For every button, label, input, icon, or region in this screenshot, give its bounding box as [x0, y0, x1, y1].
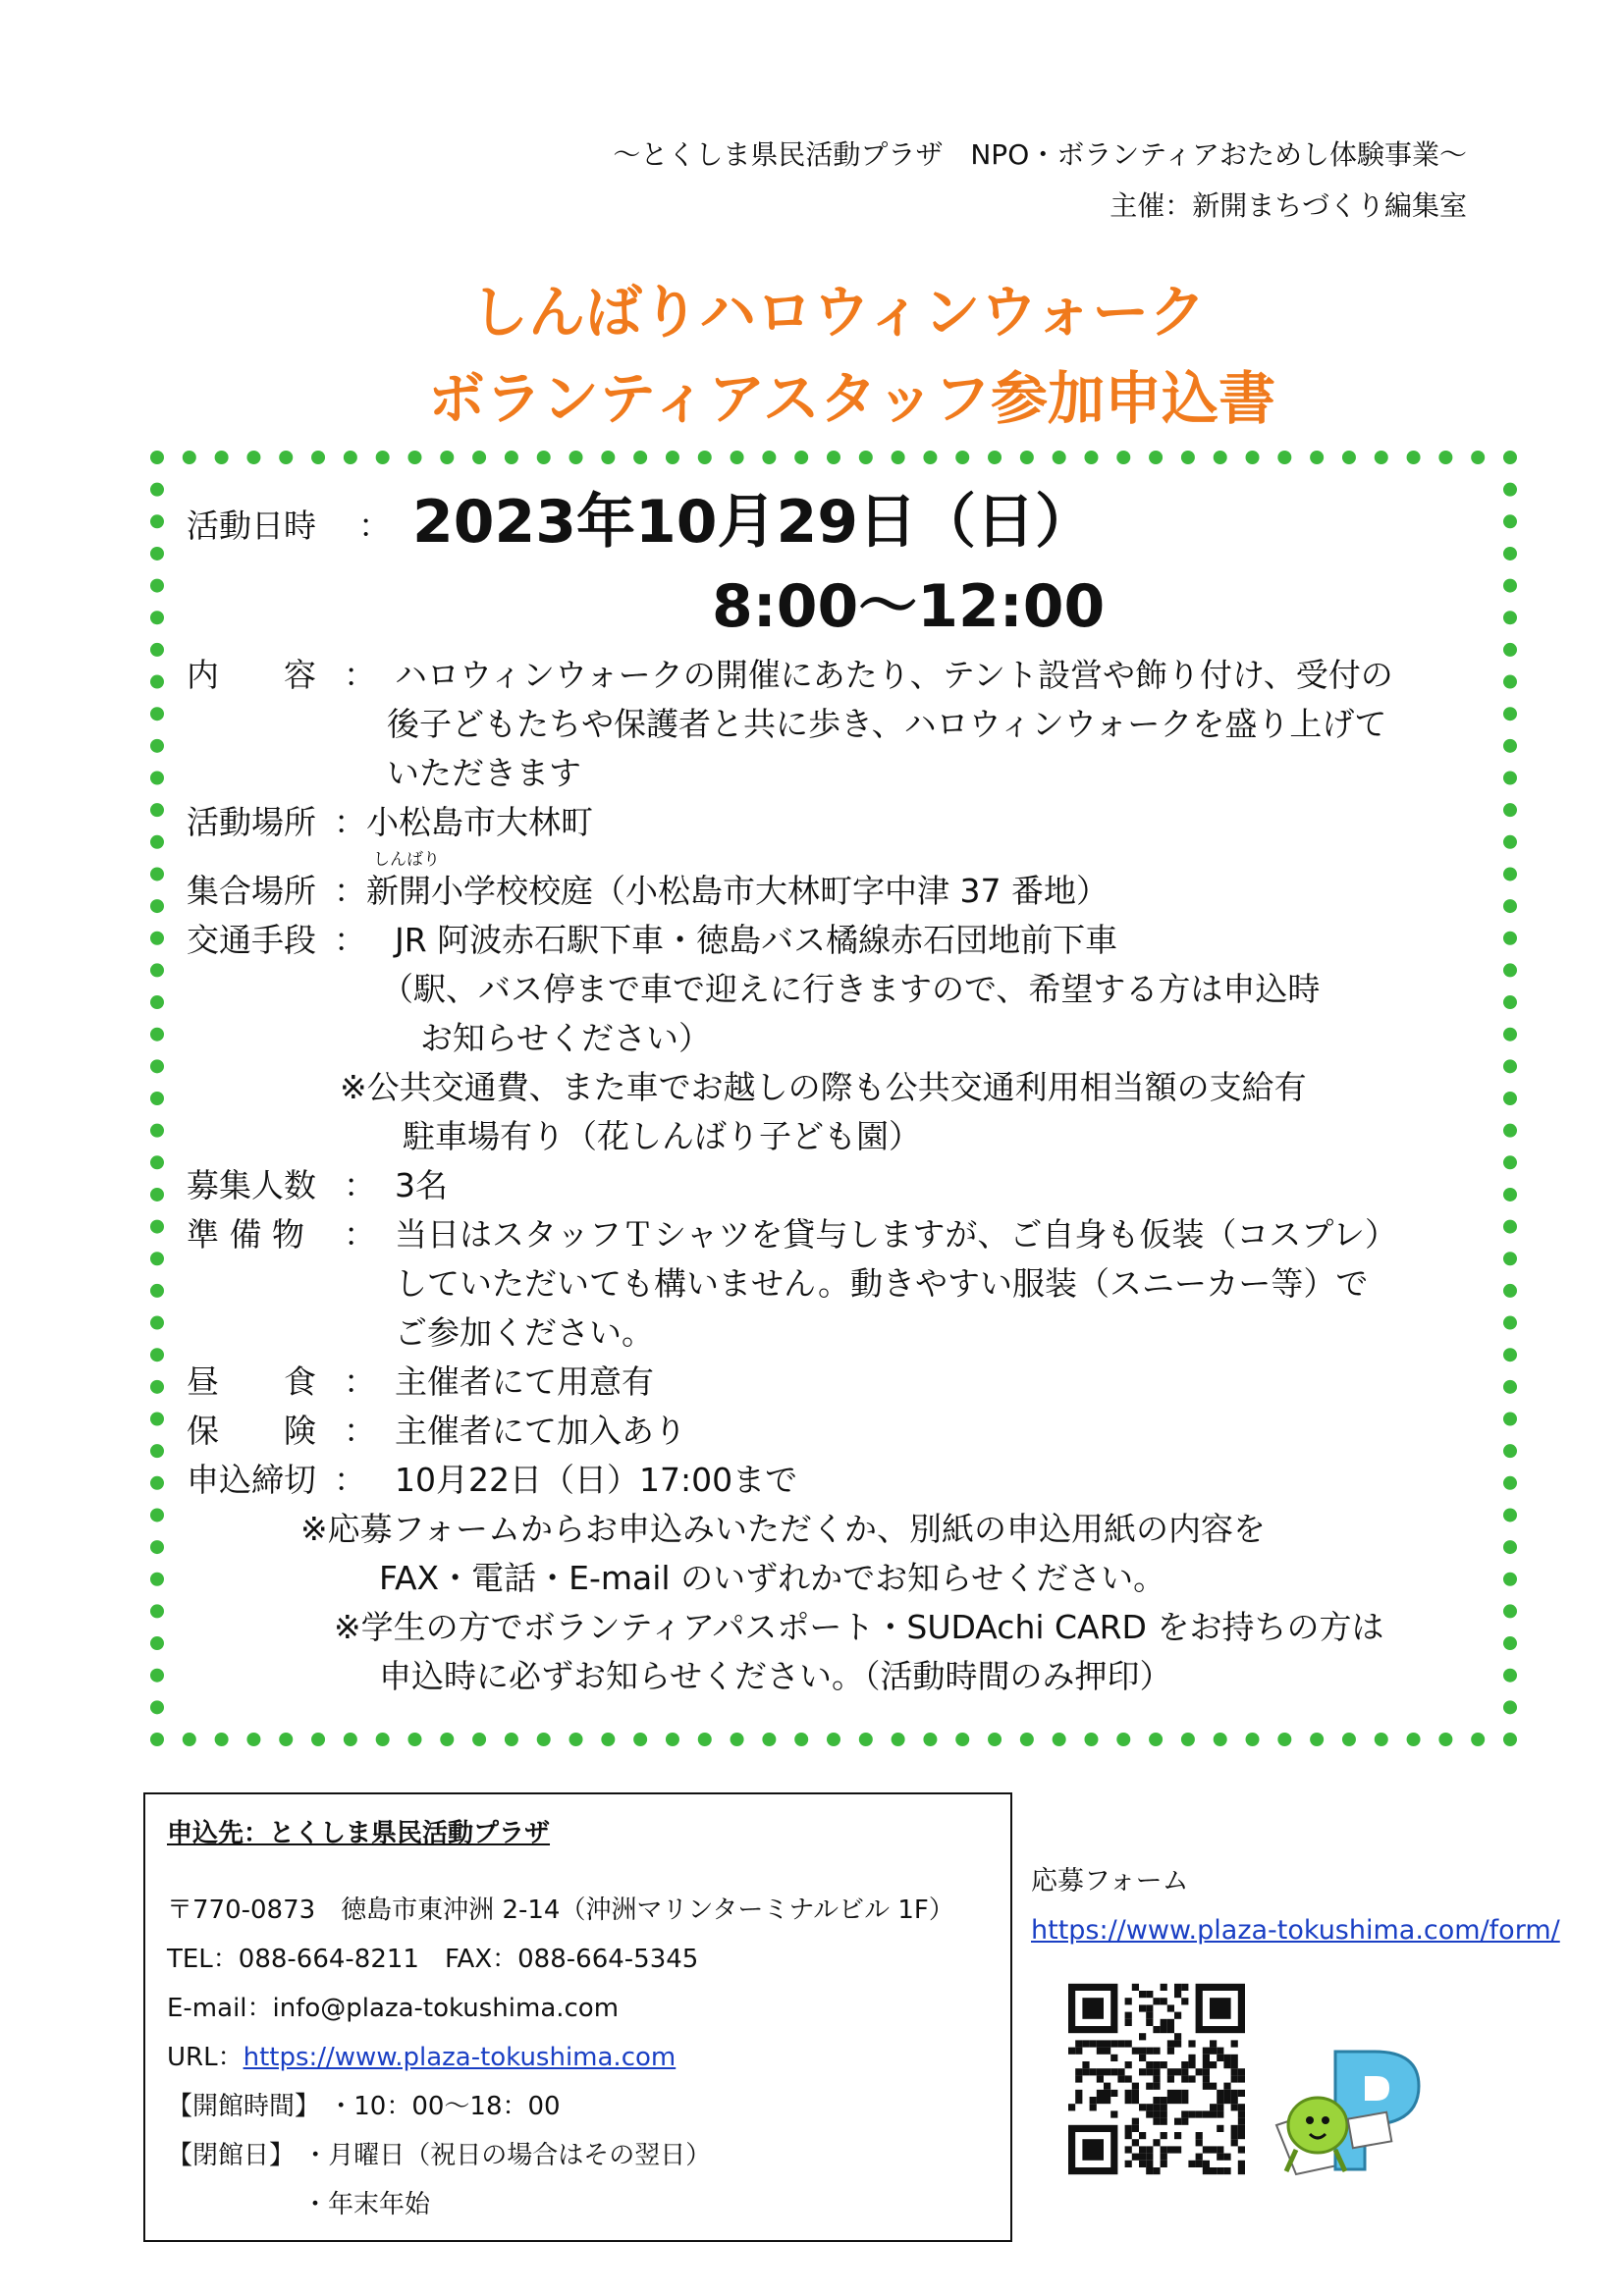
date-colon: ：	[358, 507, 391, 545]
transport-line-1: JR 阿波赤石駅下車・徳島バス橘線赤石団地前下車	[395, 921, 1118, 959]
meeting-ruby: しんばり	[373, 850, 440, 870]
contact-closed-days: 【閉館日】 ・月曜日（祝日の場合はその翌日）	[167, 2141, 712, 2170]
transport-line-3: お知らせください）	[420, 1019, 712, 1057]
deadline-colon: ：	[334, 1461, 366, 1499]
items-label: 準 備 物	[187, 1215, 304, 1254]
insurance-value: 主催者にて加入あり	[395, 1412, 686, 1450]
contact-address: 〒770-0873 徳島市東沖洲 2-14（沖洲マリンターミナルビル 1F）	[167, 1896, 954, 1925]
content-line-3: いただきます	[387, 754, 581, 792]
content-colon: ：	[344, 656, 376, 694]
lunch-label: 昼 食	[187, 1362, 316, 1401]
items-line-3: ご参加ください。	[395, 1313, 654, 1352]
transport-line-2: （駅、バス停まで車で迎えに行きますので、希望する方は申込時	[381, 970, 1321, 1008]
header-line-1: ～とくしま県民活動プラザ NPO・ボランティアおためし体験事業～	[613, 138, 1467, 171]
insurance-label: 保 険	[187, 1412, 316, 1450]
transport-colon: ：	[334, 921, 366, 959]
date-label: 活動日時	[187, 507, 316, 545]
recruit-colon: ：	[344, 1166, 376, 1204]
items-line-1: 当日はスタッフＴシャツを貸与しますが、ご自身も仮装（コスプレ）	[395, 1215, 1398, 1254]
contact-box	[143, 1792, 1012, 2242]
content-line-2: 後子どもたちや保護者と共に歩き、ハロウィンウォークを盛り上げて	[387, 705, 1387, 743]
place-value: ：小松島市大林町	[334, 803, 593, 841]
contact-url-row	[167, 2042, 676, 2073]
meeting-label: 集合場所	[187, 872, 316, 910]
event-time: 8:00～12:00	[712, 572, 1106, 641]
title-line-2: ボランティアスタッフ参加申込書	[428, 365, 1276, 432]
header-organizer: 主催：新開まちづくり編集室	[1110, 189, 1467, 222]
contact-email: E-mail：info@plaza-tokushima.com	[167, 1994, 620, 2023]
lunch-colon: ：	[344, 1362, 376, 1401]
deadline-note-1: ※応募フォームからお申込みいただくか、別紙の申込用紙の内容を	[300, 1510, 1267, 1548]
form-url-link[interactable]: https://www.plaza-tokushima.com/form/	[1031, 1915, 1560, 1946]
deadline-note-2: FAX・電話・E-mail のいずれかでお知らせください。	[379, 1559, 1166, 1597]
items-colon: ：	[344, 1215, 376, 1254]
deadline-note-3: ※学生の方でボランティアパスポート・SUDAchi CARD をお持ちの方は	[334, 1608, 1384, 1646]
deadline-value: 10月22日（日）17:00まで	[395, 1461, 798, 1499]
transport-label: 交通手段	[187, 921, 316, 959]
recruit-label: 募集人数	[187, 1166, 316, 1204]
deadline-label: 申込締切	[187, 1461, 316, 1499]
contact-heading: 申込先：とくしま県民活動プラザ	[167, 1819, 551, 1848]
meeting-value: ：新開小学校校庭（小松島市大林町字中津 37 番地）	[334, 872, 1109, 910]
contact-hours: 【開館時間】 ・10：00～18：00	[167, 2092, 561, 2121]
content-line-1: ハロウィンウォークの開催にあたり、テント設営や飾り付け、受付の	[395, 656, 1393, 694]
lunch-value: 主催者にて用意有	[395, 1362, 654, 1401]
event-date: 2023年10月29日（日）	[412, 488, 1094, 557]
deadline-note-4: 申込時に必ずお知らせください。（活動時間のみ押印）	[379, 1657, 1172, 1695]
parking-note: 駐車場有り（花しんばり子ども園）	[403, 1117, 921, 1155]
contact-url-label: URL：	[167, 2043, 244, 2072]
plaza-mascot-icon	[1257, 2032, 1434, 2179]
place-label: 活動場所	[187, 803, 316, 841]
transport-note: ※公共交通費、また車でお越しの際も公共交通利用相当額の支給有	[340, 1068, 1307, 1106]
form-label: 応募フォーム	[1031, 1866, 1189, 1896]
contact-url-link[interactable]: https://www.plaza-tokushima.com	[243, 2043, 677, 2072]
title-line-1: しんばりハロウィンウォーク	[471, 279, 1207, 346]
contact-tel-fax: TEL：088-664-8211 FAX：088-664-5345	[167, 1945, 699, 1974]
recruit-value: 3名	[395, 1166, 448, 1204]
content-label: 内 容	[187, 656, 316, 694]
contact-closed-newyear: ・年末年始	[302, 2190, 431, 2219]
qr-code-icon	[1068, 1983, 1245, 2175]
insurance-colon: ：	[344, 1412, 376, 1450]
items-line-2: していただいても構いません。動きやすい服装（スニーカー等）で	[395, 1264, 1369, 1303]
